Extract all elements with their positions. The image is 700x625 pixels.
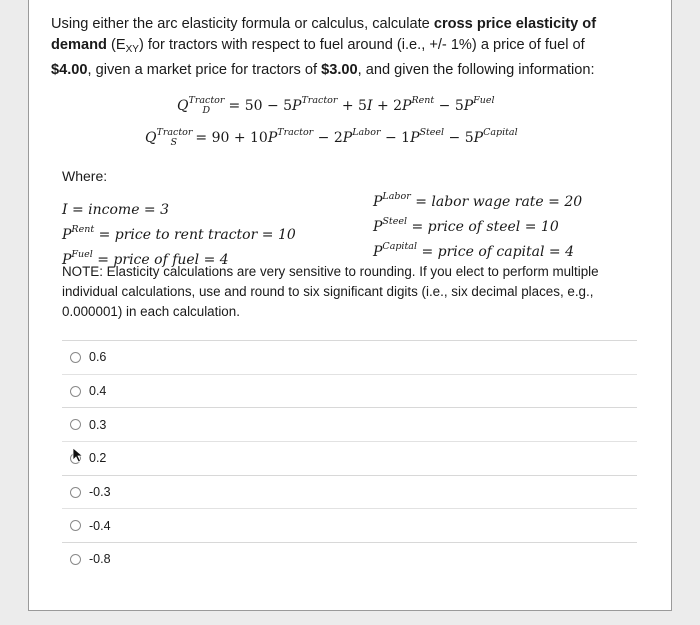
answer-option[interactable] (62, 508, 637, 542)
def-rent (62, 220, 296, 245)
demand-q-sub: D (202, 105, 211, 116)
question-line2-tail: , given a market price for tractors of (87, 62, 322, 78)
rounding-note: NOTE: Elasticity calculations are very sensitive to rounding. If you elect to perform multiple individual calculations, use and round to six significant digits (i.e., six decimal places, e.g., 0.000001) in each calculation. (62, 264, 599, 319)
supply-p2: P (342, 130, 353, 146)
exy-open: (E (111, 37, 126, 53)
def-labor-sup: Labor (382, 191, 411, 202)
question-line1: Using either the arc elasticity formula or calculus, calculate (51, 16, 434, 32)
demand-p2: P (402, 98, 412, 114)
answer-option-label: 0.4 (89, 384, 107, 399)
demand-p3-sup: Fuel (473, 95, 495, 106)
supply-rhs-c: − 1 (380, 130, 411, 146)
radio-icon[interactable] (70, 554, 81, 565)
supply-q: Q (145, 130, 157, 146)
supply-rhs-a: = 90 + 10 (190, 130, 268, 146)
demand-rhs-c: + 2 (372, 98, 403, 114)
supply-q-sup: Tractor (156, 127, 193, 138)
demand-q-sup: Tractor (188, 95, 225, 106)
question-line3: , and given the following information: (357, 62, 595, 78)
exy-subscript: XY (125, 44, 139, 55)
answer-option[interactable] (62, 542, 637, 576)
def-capital (373, 237, 582, 262)
supply-rhs-b: − 2 (313, 130, 343, 146)
def-income-text: = income = 3 (67, 202, 170, 218)
answer-option[interactable] (62, 441, 637, 475)
demand-rhs-a: = 50 − 5 (224, 98, 293, 114)
answer-option-label: 0.3 (89, 417, 107, 432)
supply-p4: P (473, 130, 484, 146)
radio-icon[interactable] (70, 487, 81, 498)
def-labor-text: = labor wage rate = 20 (410, 194, 583, 210)
def-capital-sup: Capital (382, 241, 417, 252)
demand-equation (177, 95, 495, 116)
radio-icon[interactable] (70, 419, 81, 430)
supply-rhs-d: − 5 (444, 130, 474, 146)
supply-p3: P (410, 130, 420, 146)
supply-equation (145, 127, 518, 148)
supply-p1-sup: Tractor (277, 127, 314, 138)
answer-option-label: -0.3 (89, 485, 111, 500)
demand-p3: P (463, 98, 474, 114)
def-steel-text: = price of steel = 10 (407, 219, 559, 235)
def-fuel-sym: P (62, 252, 72, 268)
question-panel (28, 0, 672, 611)
answer-option-label: -0.8 (89, 552, 111, 567)
mouse-cursor-icon (72, 447, 84, 463)
demand-q: Q (177, 98, 189, 114)
def-capital-text: = price of capital = 4 (417, 244, 575, 260)
question-text (51, 14, 611, 81)
answer-option-label: -0.4 (89, 518, 111, 533)
answer-options (62, 340, 637, 576)
def-income (62, 195, 296, 220)
supply-p2-sup: Labor (352, 127, 381, 138)
answer-option[interactable] (62, 475, 637, 509)
def-labor-sym: P (373, 194, 383, 210)
demand-p2-sup: Rent (411, 95, 435, 106)
supply-q-sub: S (170, 137, 177, 148)
def-rent-sym: P (62, 227, 72, 243)
answer-option[interactable] (62, 374, 637, 408)
def-income-sym: I (62, 202, 68, 218)
supply-p4-sup: Capital (483, 127, 518, 138)
def-steel-sup: Steel (382, 216, 408, 227)
where-label: Where: (62, 168, 108, 184)
demand-rhs-d: − 5 (434, 98, 464, 114)
question-line2: ) for tractors with respect to fuel around (i.e., +/- 1%) a price of fuel of (138, 37, 585, 53)
def-capital-sym: P (373, 244, 383, 260)
answer-option-label: 0.6 (89, 350, 107, 365)
demand-i: I (366, 98, 373, 114)
def-fuel-text: = price of fuel = 4 (92, 252, 229, 268)
demand-rhs-b: + 5 (337, 98, 367, 114)
def-rent-sup: Rent (71, 224, 95, 235)
question-bold-term: cross price elasticity of demand (51, 16, 597, 53)
demand-p1: P (292, 98, 302, 114)
answer-option[interactable] (62, 407, 637, 441)
answer-option[interactable] (62, 340, 637, 374)
radio-icon[interactable] (70, 520, 81, 531)
supply-p3-sup: Steel (419, 127, 445, 138)
tractor-price: $3.00 (321, 62, 358, 78)
def-labor (373, 187, 582, 212)
def-fuel-sup: Fuel (71, 249, 93, 260)
radio-icon[interactable] (70, 352, 81, 363)
supply-p1: P (267, 130, 278, 146)
radio-icon[interactable] (70, 386, 81, 397)
definitions-left (62, 195, 296, 270)
fuel-price: $4.00 (51, 62, 88, 78)
def-steel (373, 212, 582, 237)
def-steel-sym: P (373, 219, 383, 235)
answer-option-label: 0.2 (89, 451, 107, 466)
def-rent-text: = price to rent tractor = 10 (94, 227, 296, 243)
definitions-right (373, 187, 582, 262)
demand-p1-sup: Tractor (301, 95, 338, 106)
